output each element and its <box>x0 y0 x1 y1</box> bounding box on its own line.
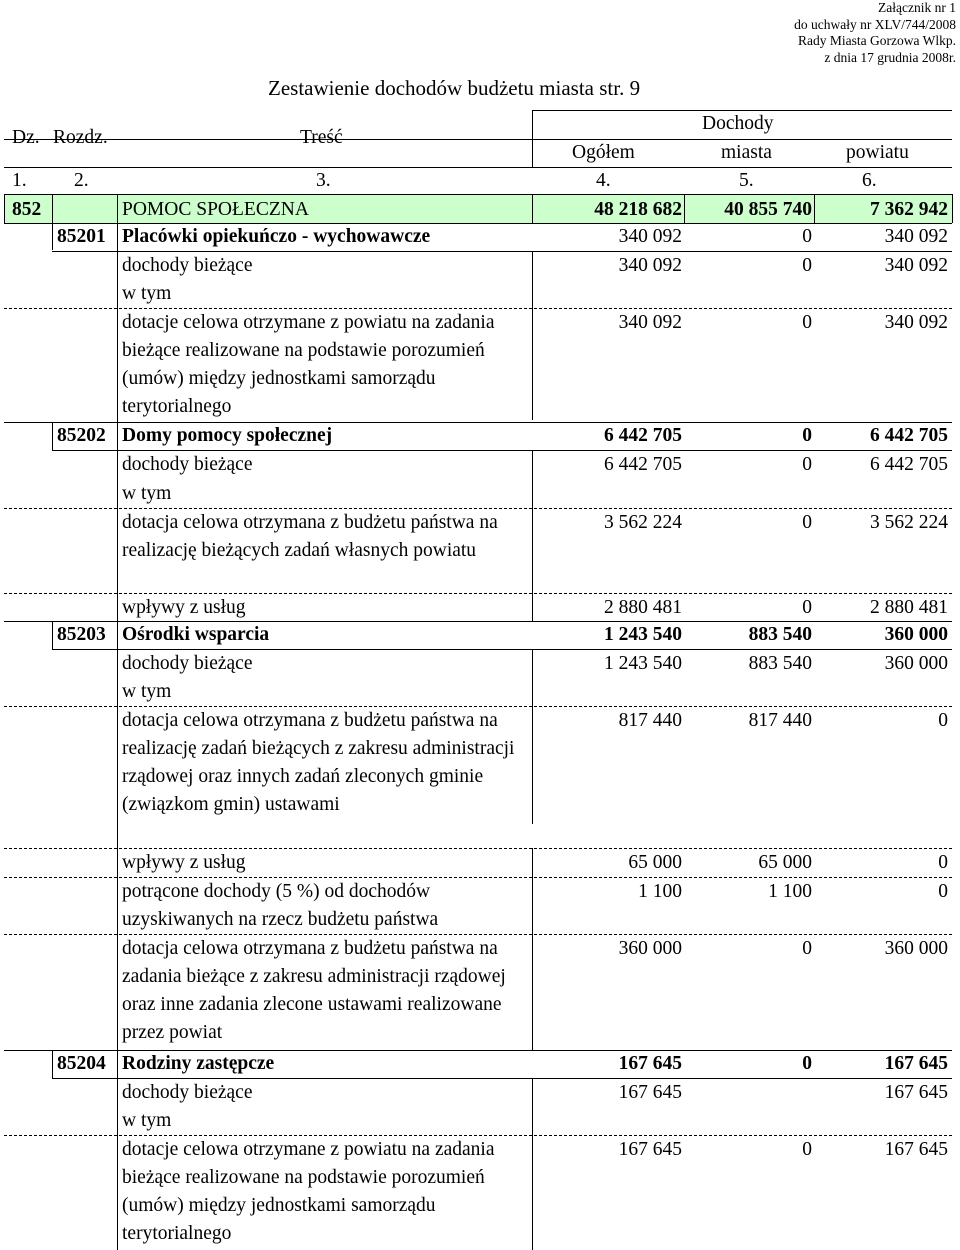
powiatu-cell: 360 000 <box>884 653 948 674</box>
grid-line <box>532 451 533 621</box>
grid-line <box>952 194 953 223</box>
header-divider <box>4 167 952 168</box>
column-number: 2. <box>74 170 89 191</box>
miasta-cell: 0 <box>802 1139 812 1160</box>
miasta-cell: 65 000 <box>758 852 812 873</box>
ogolem-cell: 340 092 <box>618 255 682 276</box>
dz-cell: 852 <box>12 199 42 220</box>
ogolem-cell: 167 645 <box>618 1139 682 1160</box>
header-rozdz: Rozdz. <box>53 127 108 148</box>
miasta-cell: 0 <box>802 597 812 618</box>
header-ogolem: Ogółem <box>572 142 635 163</box>
miasta-cell: 0 <box>802 454 812 475</box>
powiatu-cell: 0 <box>938 852 948 873</box>
ogolem-cell: 340 092 <box>618 226 682 247</box>
powiatu-cell: 360 000 <box>884 624 948 645</box>
ogolem-cell: 1 100 <box>638 881 682 902</box>
powiatu-cell: 167 645 <box>884 1053 948 1074</box>
ogolem-cell: 817 440 <box>618 710 682 731</box>
tresc-cell: w tym <box>122 283 172 304</box>
ogolem-cell: 6 442 705 <box>604 425 682 446</box>
header-dochody: Dochody <box>702 113 774 134</box>
header-miasta: miasta <box>721 142 772 163</box>
ogolem-cell: 2 880 481 <box>604 597 682 618</box>
grid-line <box>52 422 53 450</box>
grid-line <box>4 194 5 223</box>
powiatu-cell: 167 645 <box>884 1082 948 1103</box>
tresc-cell: potrącone dochody (5 %) od dochodów uzyskiwanych na rzecz budżetu państwa <box>122 881 439 930</box>
powiatu-cell: 360 000 <box>884 938 948 959</box>
tresc-cell: dochody bieżące <box>122 653 253 674</box>
appendix-note-line: do uchwały nr XLV/744/2008 <box>794 16 956 32</box>
tresc-cell: dochody bieżące <box>122 255 253 276</box>
header-powiatu: powiatu <box>846 142 909 163</box>
ogolem-cell: 1 243 540 <box>604 624 682 645</box>
tresc-cell: wpływy z usług <box>122 597 246 618</box>
rozdz-cell: 85202 <box>57 425 106 446</box>
grid-line <box>684 194 685 223</box>
tresc-cell: wpływy z usług <box>122 852 246 873</box>
tresc-cell: dotacja celowa otrzymana z budżetu państwa na realizację zadań bieżących z zakresu administracji rządowej oraz innych zadań zleconych gminie (związkom gmin) ustawami <box>122 710 515 815</box>
tresc-cell: dochody bieżące <box>122 454 253 475</box>
grid-line <box>532 194 533 223</box>
tresc-cell: w tym <box>122 681 172 702</box>
header-tresc: Treść <box>300 127 343 148</box>
powiatu-cell: 340 092 <box>884 312 948 333</box>
column-number: 5. <box>739 170 754 191</box>
tresc-cell: Domy pomocy społecznej <box>122 425 333 446</box>
miasta-cell: 0 <box>802 425 812 446</box>
tresc-cell: POMOC SPOŁECZNA <box>122 199 309 220</box>
appendix-note-line: Załącznik nr 1 <box>878 0 956 15</box>
rozdz-cell: 85201 <box>57 226 106 247</box>
tresc-cell: Rodziny zastępcze <box>122 1053 275 1074</box>
column-number: 1. <box>12 170 27 191</box>
tresc-cell: w tym <box>122 1110 172 1131</box>
appendix-note <box>794 0 956 66</box>
rozdz-cell: 85203 <box>57 624 106 645</box>
rozdz-cell: 85204 <box>57 1053 106 1074</box>
miasta-cell: 40 855 740 <box>724 199 812 220</box>
tresc-cell: Ośrodki wsparcia <box>122 624 270 645</box>
grid-line <box>52 223 53 250</box>
tresc-cell: w tym <box>122 483 172 504</box>
header-dz: Dz. <box>12 127 40 148</box>
miasta-cell: 0 <box>802 938 812 959</box>
ogolem-cell: 1 243 540 <box>604 653 682 674</box>
powiatu-cell: 0 <box>938 710 948 731</box>
powiatu-cell: 2 880 481 <box>870 597 948 618</box>
miasta-cell: 883 540 <box>748 653 812 674</box>
powiatu-cell: 6 442 705 <box>870 425 948 446</box>
miasta-cell: 0 <box>802 512 812 533</box>
powiatu-cell: 167 645 <box>884 1139 948 1160</box>
ogolem-cell: 167 645 <box>618 1082 682 1103</box>
grid-line <box>4 194 952 195</box>
ogolem-cell: 65 000 <box>628 852 682 873</box>
miasta-cell: 0 <box>802 312 812 333</box>
powiatu-cell: 0 <box>938 881 948 902</box>
header-divider <box>532 110 533 167</box>
miasta-cell: 0 <box>802 255 812 276</box>
grid-line <box>52 1050 53 1078</box>
powiatu-cell: 340 092 <box>884 226 948 247</box>
page-title: Zestawienie dochodów budżetu miasta str. 9 <box>268 76 641 100</box>
ogolem-cell: 340 092 <box>618 312 682 333</box>
appendix-note-line: Rady Miasta Gorzowa Wlkp. <box>798 33 956 48</box>
ogolem-cell: 48 218 682 <box>594 199 682 220</box>
ogolem-cell: 360 000 <box>618 938 682 959</box>
tresc-cell: dotacje celowa otrzymane z powiatu na zadania bieżące realizowane na podstawie porozumień (umów) między jednostkami samorządu terytorialnego <box>122 312 495 417</box>
powiatu-cell: 7 362 942 <box>870 199 948 220</box>
grid-line <box>814 194 815 223</box>
miasta-cell: 0 <box>802 1053 812 1074</box>
grid-line <box>532 650 533 824</box>
tresc-cell: dotacja celowa otrzymana z budżetu państwa na zadania bieżące z zakresu administracji rządowej oraz inne zadania zlecone ustawami realizowane przez powiat <box>122 938 506 1043</box>
grid-line <box>532 252 533 420</box>
powiatu-cell: 3 562 224 <box>870 512 948 533</box>
grid-line <box>532 848 533 1050</box>
tresc-cell: dotacje celowa otrzymane z powiatu na zadania bieżące realizowane na podstawie porozumień (umów) między jednostkami samorządu terytorialnego <box>122 1139 495 1244</box>
miasta-cell: 1 100 <box>768 881 812 902</box>
ogolem-cell: 6 442 705 <box>604 454 682 475</box>
column-number: 6. <box>862 170 877 191</box>
grid-line <box>117 194 118 223</box>
grid-line <box>117 223 118 1250</box>
column-number: 4. <box>596 170 611 191</box>
tresc-cell: dotacja celowa otrzymana z budżetu państwa na realizację bieżących zadań własnych powiatu <box>122 512 498 561</box>
grid-line <box>52 194 53 223</box>
tresc-cell: dochody bieżące <box>122 1082 253 1103</box>
powiatu-cell: 6 442 705 <box>870 454 948 475</box>
tresc-cell: Placówki opiekuńczo - wychowawcze <box>122 226 431 247</box>
grid-line <box>532 1079 533 1250</box>
miasta-cell: 0 <box>802 226 812 247</box>
ogolem-cell: 3 562 224 <box>604 512 682 533</box>
appendix-note-line: z dnia 17 grudnia 2008r. <box>824 49 956 65</box>
powiatu-cell: 340 092 <box>884 255 948 276</box>
miasta-cell: 883 540 <box>748 624 812 645</box>
miasta-cell: 817 440 <box>748 710 812 731</box>
grid-line <box>52 621 53 649</box>
column-number: 3. <box>316 170 331 191</box>
ogolem-cell: 167 645 <box>618 1053 682 1074</box>
